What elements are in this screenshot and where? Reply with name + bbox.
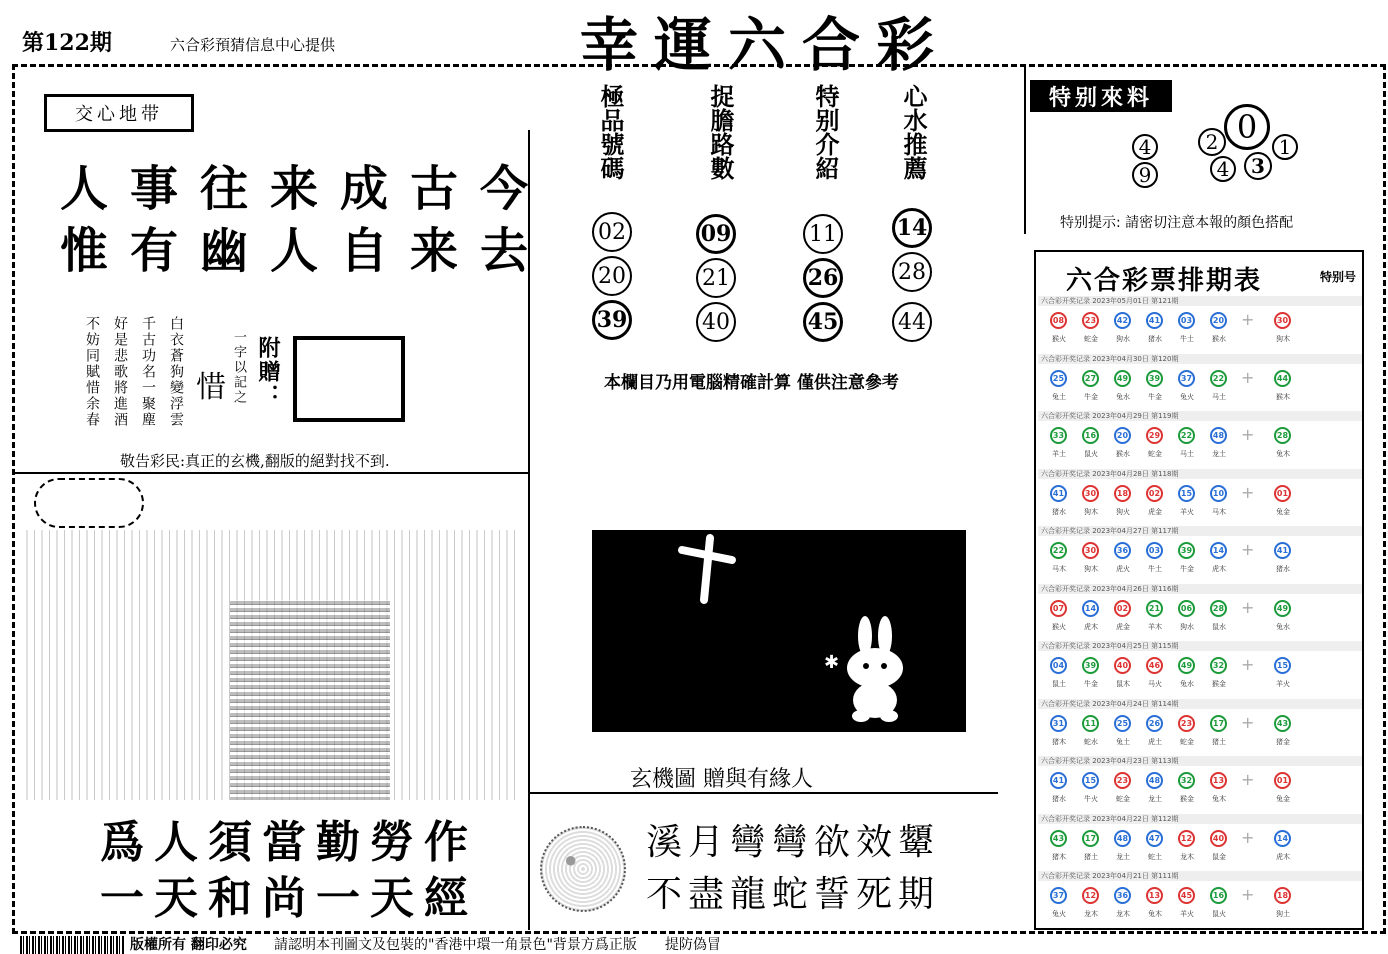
- page-title: 幸運六合彩: [580, 11, 951, 79]
- draw-header: 六合彩开奖记录 2023年04月24日 第114期: [1038, 699, 1362, 709]
- draw-ball: 16: [1082, 427, 1099, 444]
- draw-zodiac: 猴木: [1276, 392, 1290, 401]
- draw-ball: 03: [1146, 542, 1163, 559]
- draw-ball: 11: [1082, 715, 1099, 732]
- draw-ball: 14: [1082, 600, 1099, 617]
- draw-ball: 39: [1082, 657, 1099, 674]
- yinyang-icon: [540, 826, 626, 912]
- table-title: 六合彩票排期表: [1066, 266, 1263, 296]
- divider-left-mid: [14, 472, 528, 474]
- authenticity-statement: 請認明本刊圖文及包裝的"香港中環一角景色"背景方爲正版 提防偽冒: [274, 937, 721, 953]
- special-number: 2: [1198, 128, 1226, 156]
- number-ball: 21: [696, 258, 736, 298]
- number-ball: 20: [592, 256, 632, 296]
- draw-ball: 15: [1274, 657, 1291, 674]
- draw-ball: 28: [1210, 600, 1227, 617]
- draw-ball: 23: [1082, 312, 1099, 329]
- poem-line-2: 惟有幽人自来去: [60, 223, 551, 279]
- draw-zodiac: 羊火: [1180, 507, 1194, 516]
- draw-ball: 16: [1210, 887, 1227, 904]
- draw-ball: 46: [1146, 657, 1163, 674]
- draw-zodiac: 狗火: [1116, 507, 1130, 516]
- draw-ball: 12: [1178, 830, 1195, 847]
- draw-zodiac: 羊火: [1276, 680, 1290, 688]
- number-ball: 02: [592, 212, 632, 252]
- plus-icon: +: [1241, 770, 1255, 789]
- draw-ball: 02: [1146, 485, 1163, 502]
- draw-ball: 37: [1178, 370, 1195, 387]
- draw-ball: 39: [1146, 370, 1163, 387]
- draw-ball: 45: [1178, 887, 1195, 904]
- draw-ball: 30: [1082, 485, 1099, 502]
- draw-zodiac: 狗木: [1276, 335, 1290, 343]
- draw-ball: 41: [1050, 485, 1067, 502]
- draw-zodiac: 猴火: [1052, 622, 1066, 631]
- draw-zodiac: 兔火: [1180, 392, 1194, 401]
- bottom-poem-line-1: 爲人須當勤勞作: [100, 817, 478, 868]
- draw-ball: 47: [1146, 830, 1163, 847]
- draw-ball: 18: [1274, 887, 1291, 904]
- col-head-1: 極品號碼: [596, 84, 625, 180]
- draw-ball: 33: [1050, 427, 1067, 444]
- center-poem-line-2: 不盡龍蛇誓死期: [646, 874, 941, 915]
- mystery-caption: 玄機圖 贈與有緣人: [630, 767, 813, 792]
- col-head-4: 心水推薦: [899, 84, 928, 180]
- draw-zodiac: 鼠木: [1116, 680, 1130, 688]
- brush-stroke-icon: [672, 530, 752, 610]
- draw-zodiac: 猪木: [1052, 737, 1066, 746]
- draw-zodiac: 龙土: [1148, 795, 1162, 803]
- draw-ball: 15: [1082, 772, 1099, 789]
- draw-ball: 20: [1210, 312, 1227, 329]
- draw-zodiac: 牛金: [1180, 565, 1194, 573]
- plus-icon: +: [1241, 425, 1255, 444]
- number-ball: 28: [892, 252, 932, 292]
- draw-zodiac: 鼠金: [1212, 852, 1226, 861]
- draw-zodiac: 狗木: [1084, 565, 1098, 573]
- draw-zodiac: 龙木: [1116, 910, 1130, 918]
- draw-zodiac: 猴水: [1212, 335, 1226, 343]
- number-ball: 39: [592, 300, 632, 340]
- draw-ball: 01: [1274, 772, 1291, 789]
- draw-ball: 17: [1210, 715, 1227, 732]
- special-label: 特别來料: [1030, 80, 1172, 112]
- draw-zodiac: 狗水: [1180, 622, 1194, 631]
- draw-zodiac: 羊木: [1148, 622, 1162, 631]
- draw-zodiac: 猴火: [1052, 335, 1066, 343]
- warning-notice: 敬告彩民:真正的玄機,翻版的絕對找不到.: [120, 452, 390, 470]
- table-tag: 特别号: [1320, 270, 1357, 284]
- draw-zodiac: 猪水: [1052, 795, 1066, 803]
- draw-ball: 27: [1082, 370, 1099, 387]
- draw-zodiac: 马火: [1148, 680, 1162, 688]
- draw-ball: 48: [1114, 830, 1131, 847]
- draw-zodiac: 狗土: [1276, 910, 1290, 918]
- draw-ball: 42: [1114, 312, 1131, 329]
- draw-zodiac: 猴金: [1212, 680, 1226, 688]
- draw-ball: 44: [1274, 370, 1291, 387]
- draw-ball: 18: [1114, 485, 1131, 502]
- draw-zodiac: 蛇金: [1116, 795, 1130, 803]
- number-ball: 45: [803, 302, 843, 342]
- draw-zodiac: 马木: [1212, 507, 1226, 516]
- gift-label: 附贈：: [255, 336, 281, 408]
- draw-ball: 25: [1114, 715, 1131, 732]
- plus-icon: +: [1241, 885, 1255, 904]
- draw-zodiac: 兔土: [1052, 392, 1066, 401]
- draw-header: 六合彩开奖记录 2023年04月29日 第119期: [1038, 411, 1362, 421]
- draw-ball: 07: [1050, 600, 1067, 617]
- draw-ball: 01: [1274, 485, 1291, 502]
- draw-ball: 23: [1178, 715, 1195, 732]
- draw-zodiac: 龙木: [1180, 852, 1194, 861]
- plus-icon: +: [1241, 655, 1255, 674]
- draw-zodiac: 兔水: [1116, 392, 1130, 401]
- faded-scan-dark: [230, 600, 390, 800]
- section-badge: 交心地带: [44, 94, 194, 132]
- draw-ball: 36: [1114, 887, 1131, 904]
- draw-ball: 49: [1274, 600, 1291, 617]
- issue-number: 第122期: [22, 30, 112, 56]
- star-icon: ✱: [824, 652, 840, 673]
- draw-ball: 40: [1210, 830, 1227, 847]
- draw-header: 六合彩开奖记录 2023年04月30日 第120期: [1038, 354, 1362, 364]
- draw-zodiac: 猪水: [1276, 565, 1290, 573]
- number-ball: 14: [892, 208, 932, 248]
- draw-ball: 14: [1210, 542, 1227, 559]
- draw-ball: 43: [1274, 715, 1291, 732]
- plus-icon: +: [1241, 540, 1255, 559]
- draw-zodiac: 兔木: [1148, 910, 1162, 918]
- draw-zodiac: 龙土: [1212, 450, 1226, 458]
- draw-ball: 06: [1178, 600, 1195, 617]
- draw-ball: 23: [1114, 772, 1131, 789]
- draw-zodiac: 鼠火: [1212, 910, 1226, 918]
- draw-zodiac: 兔火: [1052, 910, 1066, 918]
- calc-note: 本欄目乃用電腦精確計算 僅供注意參考: [604, 373, 899, 393]
- draw-header: 六合彩开奖记录 2023年04月27日 第117期: [1038, 526, 1362, 536]
- copyright-text: 版權所有 翻印必究: [130, 937, 247, 953]
- draw-ball: 39: [1178, 542, 1195, 559]
- plus-icon: +: [1241, 310, 1255, 329]
- draw-ball: 29: [1146, 427, 1163, 444]
- draw-ball: 02: [1114, 600, 1131, 617]
- draw-ball: 21: [1146, 600, 1163, 617]
- draw-zodiac: 马土: [1212, 392, 1226, 401]
- draw-zodiac: 兔木: [1276, 450, 1290, 458]
- draw-ball: 31: [1050, 715, 1067, 732]
- draw-zodiac: 虎金: [1148, 507, 1162, 516]
- draw-zodiac: 狗木: [1084, 507, 1098, 516]
- draw-zodiac: 鼠土: [1052, 680, 1066, 688]
- draw-ball: 49: [1178, 657, 1195, 674]
- special-number: 4: [1210, 156, 1236, 182]
- draw-zodiac: 猴金: [1180, 795, 1194, 803]
- draw-ball: 17: [1082, 830, 1099, 847]
- draw-ball: 41: [1050, 772, 1067, 789]
- small-poem-col-1: 白衣蒼狗變浮雲: [168, 316, 184, 428]
- draw-zodiac: 猪土: [1084, 852, 1098, 861]
- small-poem-col-2: 千古功名一聚塵: [140, 316, 156, 428]
- draw-zodiac: 虎木: [1276, 852, 1290, 861]
- draw-ball: 25: [1050, 370, 1067, 387]
- draw-ball: 32: [1178, 772, 1195, 789]
- draw-ball: 20: [1114, 427, 1131, 444]
- draw-zodiac: 兔土: [1116, 737, 1130, 746]
- draw-zodiac: 兔水: [1180, 680, 1194, 688]
- draw-zodiac: 猪水: [1148, 335, 1162, 343]
- draw-zodiac: 羊土: [1052, 450, 1066, 458]
- draw-ball: 15: [1178, 485, 1195, 502]
- draw-ball: 22: [1178, 427, 1195, 444]
- draw-zodiac: 虎木: [1212, 565, 1226, 573]
- draw-zodiac: 兔木: [1212, 795, 1226, 803]
- draw-zodiac: 牛火: [1084, 795, 1098, 803]
- special-number: 4: [1132, 134, 1158, 160]
- cloud-bubble: [34, 478, 144, 528]
- draw-zodiac: 虎土: [1148, 737, 1162, 746]
- draw-header: 六合彩开奖记录 2023年05月01日 第121期: [1038, 296, 1362, 306]
- number-ball: 11: [803, 214, 843, 254]
- center-poem-line-1: 溪月彎彎欲效顰: [646, 822, 941, 863]
- special-number: 9: [1132, 162, 1158, 188]
- plus-icon: +: [1241, 712, 1255, 732]
- special-number: 0: [1224, 104, 1270, 150]
- plus-icon: +: [1241, 482, 1255, 502]
- draw-ball: 13: [1210, 772, 1227, 789]
- divider-center-right: [1024, 64, 1026, 234]
- draw-zodiac: 龙木: [1084, 910, 1098, 918]
- draw-ball: 30: [1082, 542, 1099, 559]
- draw-zodiac: 蛇土: [1148, 852, 1162, 861]
- special-tip: 特别提示: 請密切注意本報的顏色搭配: [1060, 215, 1294, 231]
- special-number: 1: [1272, 134, 1298, 160]
- draw-zodiac: 虎木: [1084, 622, 1098, 631]
- draw-header: 六合彩开奖记录 2023年04月22日 第112期: [1038, 814, 1362, 824]
- draw-ball: 04: [1050, 657, 1067, 674]
- draw-zodiac: 虎金: [1116, 622, 1130, 631]
- draw-ball: 03: [1178, 312, 1195, 329]
- draw-ball: 36: [1114, 542, 1131, 559]
- draw-zodiac: 鼠火: [1084, 450, 1098, 458]
- draw-zodiac: 猪木: [1052, 852, 1066, 861]
- rabbit-icon: [835, 614, 915, 724]
- number-ball: 26: [803, 258, 843, 298]
- provider-text: 六合彩預猜信息中心提供: [170, 36, 336, 54]
- special-number: 3: [1244, 152, 1272, 180]
- draw-ball: 26: [1146, 715, 1163, 732]
- draw-zodiac: 鼠水: [1212, 622, 1226, 631]
- draw-zodiac: 蛇金: [1148, 450, 1162, 458]
- one-char: 惜: [196, 370, 226, 405]
- draw-zodiac: 牛金: [1148, 392, 1162, 401]
- draw-ball: 13: [1146, 887, 1163, 904]
- draw-header: 六合彩开奖记录 2023年04月25日 第115期: [1038, 641, 1362, 651]
- draw-ball: 30: [1274, 312, 1291, 329]
- draw-zodiac: 兔金: [1276, 507, 1290, 516]
- gift-box: [293, 336, 405, 422]
- draw-zodiac: 牛土: [1180, 335, 1194, 343]
- barcode: [20, 936, 124, 954]
- draw-ball: 43: [1050, 830, 1067, 847]
- one-char-label: 一字以記之: [231, 330, 246, 405]
- poem-line-1: 人事往来成古今: [60, 161, 551, 217]
- draw-header: 六合彩开奖记录 2023年04月26日 第116期: [1038, 584, 1362, 594]
- draw-zodiac: 牛土: [1148, 565, 1162, 573]
- draw-ball: 48: [1210, 427, 1227, 444]
- draw-ball: 48: [1146, 772, 1163, 789]
- draw-zodiac: 龙土: [1116, 852, 1130, 861]
- draw-zodiac: 猪金: [1276, 737, 1290, 746]
- draw-zodiac: 猪水: [1052, 507, 1066, 516]
- draw-ball: 12: [1082, 887, 1099, 904]
- draw-zodiac: 虎火: [1116, 565, 1130, 573]
- draw-header: 六合彩开奖记录 2023年04月21日 第111期: [1038, 871, 1362, 881]
- col-head-2: 捉膽路數: [706, 84, 735, 180]
- draw-ball: 14: [1274, 830, 1291, 847]
- draw-zodiac: 兔水: [1276, 622, 1290, 631]
- number-ball: 09: [696, 214, 736, 254]
- draw-ball: 10: [1210, 485, 1227, 502]
- draw-ball: 32: [1210, 657, 1227, 674]
- draw-ball: 22: [1210, 370, 1227, 387]
- draw-ball: 22: [1050, 542, 1067, 559]
- number-ball: 40: [696, 302, 736, 342]
- draw-zodiac: 猪土: [1212, 737, 1226, 746]
- draw-zodiac: 羊火: [1180, 910, 1194, 918]
- draw-zodiac: 蛇金: [1180, 737, 1194, 746]
- draw-zodiac: 蛇水: [1084, 737, 1098, 746]
- draw-ball: 28: [1274, 427, 1291, 444]
- draw-header: 六合彩开奖记录 2023年04月23日 第113期: [1038, 756, 1362, 766]
- draw-zodiac: 蛇金: [1084, 335, 1098, 343]
- col-head-3: 特别介紹: [811, 84, 840, 180]
- draw-table: [1034, 250, 1364, 930]
- draw-ball: 40: [1114, 657, 1131, 674]
- plus-icon: +: [1241, 827, 1255, 847]
- draw-ball: 41: [1146, 312, 1163, 329]
- plus-icon: +: [1241, 367, 1255, 387]
- plus-icon: +: [1241, 597, 1255, 617]
- bottom-poem-line-2: 一天和尚一天經: [100, 873, 478, 924]
- draw-ball: 08: [1050, 312, 1067, 329]
- draw-zodiac: 马土: [1180, 450, 1194, 458]
- number-ball: 44: [892, 302, 932, 342]
- draw-zodiac: 马木: [1052, 565, 1066, 573]
- draw-zodiac: 狗水: [1116, 335, 1130, 343]
- draw-ball: 49: [1114, 370, 1131, 387]
- draw-zodiac: 牛金: [1084, 392, 1098, 401]
- draw-zodiac: 猴水: [1116, 450, 1130, 458]
- small-poem-col-3: 好是悲歌將進酒: [112, 316, 128, 428]
- draw-ball: 37: [1050, 887, 1067, 904]
- draw-ball: 41: [1274, 542, 1291, 559]
- draw-zodiac: 牛金: [1084, 680, 1098, 688]
- small-poem-col-4: 不妨同賦惜余春: [84, 316, 100, 428]
- draw-header: 六合彩开奖记录 2023年04月28日 第118期: [1038, 469, 1362, 479]
- draw-zodiac: 兔金: [1276, 795, 1290, 803]
